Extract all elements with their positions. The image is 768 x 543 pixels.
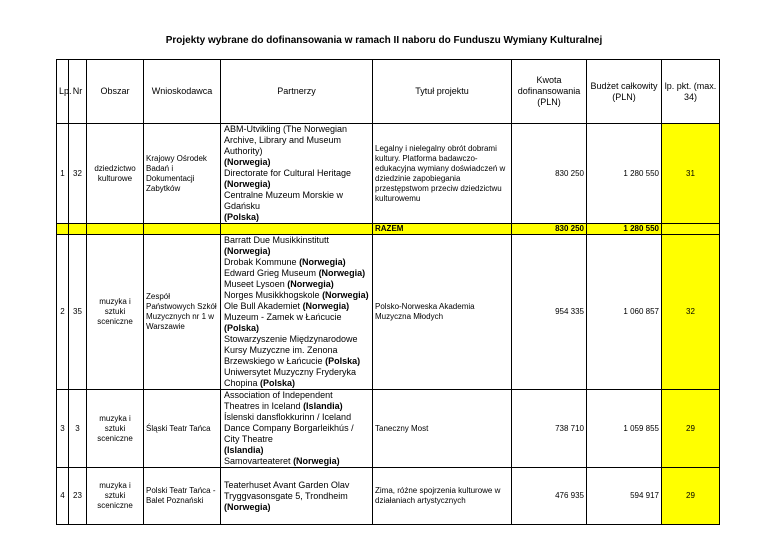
cell-lp: 1 [57, 124, 69, 224]
table-row [57, 468, 720, 525]
summary-blank [144, 224, 221, 235]
partner-name: Stowarzyszenie Międzynarodowe Kursy Muzyczne im. Zenona Brzewskiego w Łańcucie [224, 334, 358, 366]
partner-country: (Norwegia) [322, 290, 369, 300]
partner-country: (Polska) [325, 356, 361, 366]
partner-name: Samovarteateret [224, 456, 291, 466]
cell-nr: 3 [69, 390, 87, 468]
header-wnioskodawca: Wnioskodawca [144, 60, 221, 124]
cell-tytul: Taneczny Most [373, 390, 512, 468]
cell-obszar: muzyka i sztuki sceniczne [87, 390, 144, 468]
partner-name: Directorate for Cultural Heritage [224, 168, 352, 178]
partner-name: Barratt Due Musikkinstitutt [224, 235, 330, 245]
partner-country: (Norwegia) [224, 246, 271, 256]
summary-blank [221, 224, 373, 235]
partner-country: (Norwegia) [224, 179, 271, 189]
partner-name: Museet Lysoen [224, 279, 285, 289]
cell-nr: 23 [69, 468, 87, 525]
partner-name: Norges Musikkhogskole [224, 290, 320, 300]
partner-country: (Norwegia) [318, 268, 366, 278]
partner-name: Centralne Muzeum Morskie w Gdańsku [224, 190, 344, 211]
cell-kwota: 738 710 [512, 390, 587, 468]
cell-lp: 4 [57, 468, 69, 525]
partner-country: (Norwegia) [299, 257, 346, 267]
summary-label: RAZEM [373, 224, 512, 235]
header-obszar: Obszar [87, 60, 144, 124]
summary-kwota: 830 250 [512, 224, 587, 235]
cell-tytul: Polsko-Norweska Akademia Muzyczna Młodych [373, 235, 512, 390]
partner-name: Ole Bull Akademiet [224, 301, 301, 311]
partner-name: ABM-Utvikling (The Norwegian Archive, Library and Museum Authority) [224, 124, 348, 156]
table-row [57, 124, 720, 224]
partner-country: (Islandia) [303, 401, 343, 411]
cell-pkt: 32 [662, 235, 720, 390]
partner-country: (Polska) [224, 212, 260, 222]
summary-budzet: 1 280 550 [587, 224, 662, 235]
summary-blank [57, 224, 69, 235]
cell-lp: 3 [57, 390, 69, 468]
partner-name: Association of Independent Theatres in Iceland [224, 390, 333, 411]
cell-kwota: 830 250 [512, 124, 587, 224]
partner-name: Drobak Kommune [224, 257, 297, 267]
cell-pkt: 31 [662, 124, 720, 224]
cell-obszar: muzyka i sztuki sceniczne [87, 235, 144, 390]
page-title: Projekty wybrane do dofinansowania w ramach II naboru do Funduszu Wymiany Kulturalnej [165, 35, 603, 46]
cell-nr: 35 [69, 235, 87, 390]
partner-country: (Norwegia) [287, 279, 334, 289]
partner-country: (Norwegia) [224, 501, 271, 512]
cell-tytul: Legalny i nielegalny obrót dobrami kultury. Platforma badawczo-edukacyjna wymiany doświadczeń w dziedzinie zapobiegania przestępstwom przeciw dziedzictwu kulturowemu [373, 124, 512, 224]
cell-partnerzy [221, 468, 373, 525]
partner-country: (Polska) [224, 323, 260, 333]
cell-wnioskodawca: Śląski Teatr Tańca [144, 390, 221, 468]
partner-name: Muzeum - Zamek w Łańcucie [224, 312, 342, 322]
cell-kwota: 954 335 [512, 235, 587, 390]
summary-blank [69, 224, 87, 235]
partner-name: Edward Grieg Museum [224, 268, 317, 278]
cell-partnerzy [221, 124, 373, 224]
partner-country: (Polska) [260, 378, 296, 388]
summary-blank [662, 224, 720, 235]
cell-obszar: muzyka i sztuki sceniczne [87, 468, 144, 525]
partner-country: (Norwegia) [302, 301, 350, 311]
header-nr: Nr [69, 60, 87, 124]
cell-lp: 2 [57, 235, 69, 390]
cell-wnioskodawca: Zespół Państwowych Szkół Muzycznych nr 1 w Warszawie [144, 235, 221, 390]
cell-wnioskodawca: Polski Teatr Tańca - Balet Poznański [144, 468, 221, 525]
cell-budzet: 1 059 855 [587, 390, 662, 468]
cell-partnerzy [221, 235, 373, 390]
summary-blank [87, 224, 144, 235]
summary-row [57, 224, 720, 235]
header-row [57, 60, 720, 124]
cell-wnioskodawca: Krajowy Ośrodek Badań i Dokumentacji Zabytków [144, 124, 221, 224]
projects-table [56, 59, 720, 525]
partner-country: (Norwegia) [224, 157, 271, 167]
partner-name: Uniwersytet Muzyczny Fryderyka Chopina [224, 367, 357, 388]
partner-name: Íslenski dansflokkurinn / Iceland Dance Company Borgarleikhús / City Theatre [224, 412, 354, 444]
cell-obszar: dziedzictwo kulturowe [87, 124, 144, 224]
partner-name: Teaterhuset Avant Garden Olav Tryggvasonsgate 5, Trondheim [224, 479, 350, 501]
header-lp: Lp. [57, 60, 69, 124]
cell-partnerzy [221, 390, 373, 468]
partner-country: (Islandia) [224, 445, 264, 455]
table-row [57, 390, 720, 468]
cell-kwota: 476 935 [512, 468, 587, 525]
cell-tytul: Zima, różne spojrzenia kulturowe w działaniach artystycznych [373, 468, 512, 525]
cell-pkt: 29 [662, 390, 720, 468]
cell-pkt: 29 [662, 468, 720, 525]
cell-budzet: 1 280 550 [587, 124, 662, 224]
cell-budzet: 1 060 857 [587, 235, 662, 390]
header-pkt: lp. pkt. (max. 34) [662, 60, 720, 124]
header-tytul: Tytuł projektu [373, 60, 512, 124]
partner-country: (Norwegia) [293, 456, 340, 466]
header-budzet: Budżet całkowity (PLN) [587, 60, 662, 124]
table-row [57, 235, 720, 390]
cell-budzet: 594 917 [587, 468, 662, 525]
header-kwota: Kwota dofinansowania (PLN) [512, 60, 587, 124]
header-partnerzy: Partnerzy [221, 60, 373, 124]
cell-nr: 32 [69, 124, 87, 224]
